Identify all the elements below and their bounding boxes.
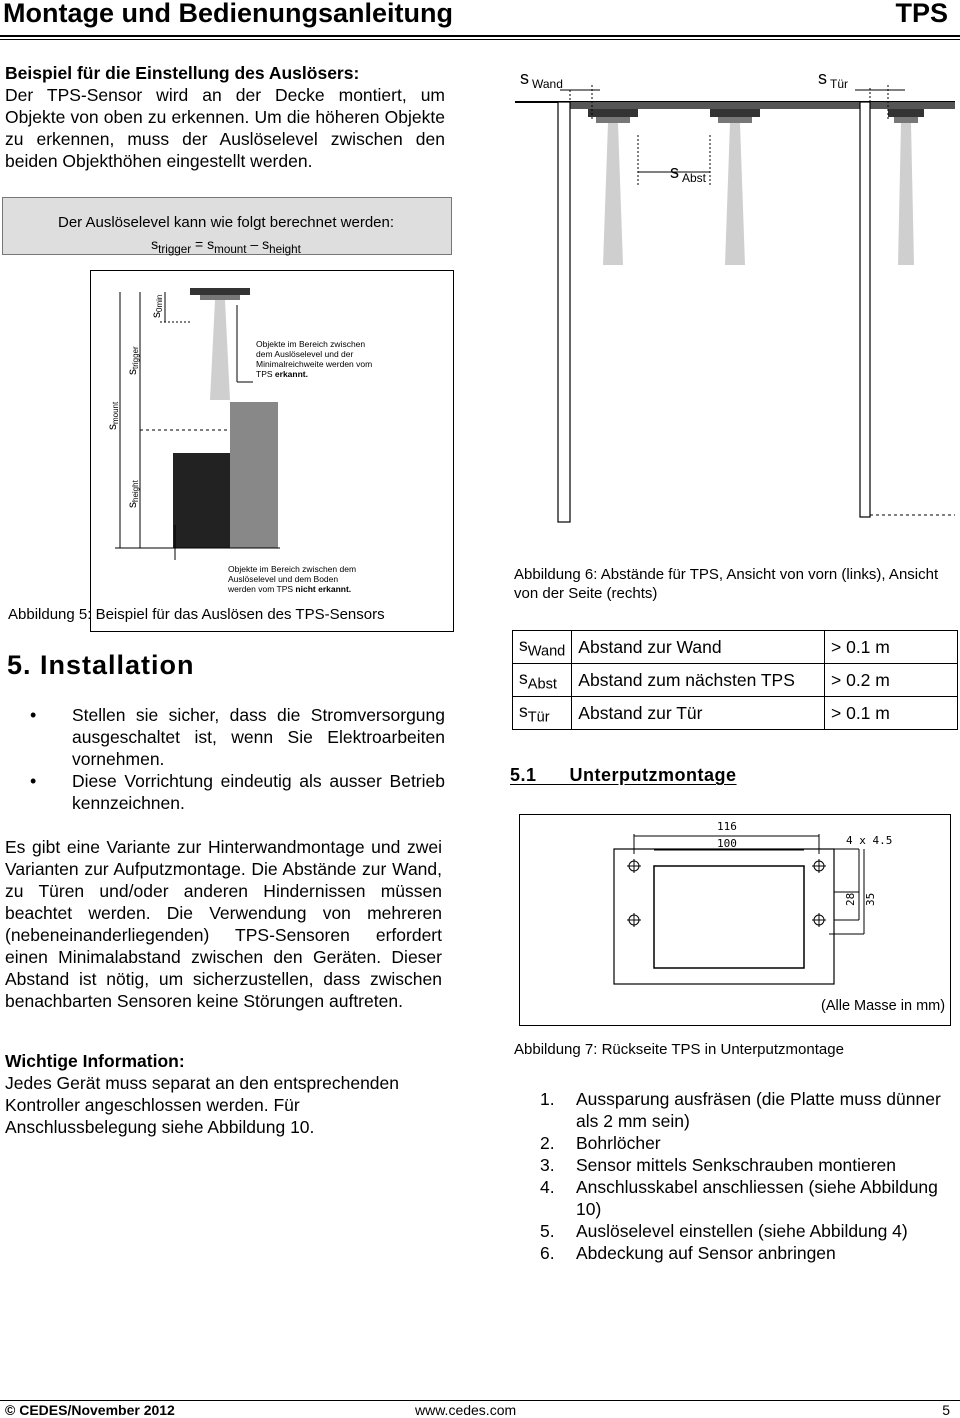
installation-paragraph: Es gibt eine Variante zur Hinterwandmontage und zwei Varianten zur Aufputzmontage. Die Abstände zur Wand, zu Türen und/oder anderen Hindernissen müssen beachtet werden. Die Verwendung von mehreren (nebeneinanderliegenden) TPS-Sensoren erfordert einen Minimalabstand zwischen den Geräten. Dieser Abstand ist nötig, um sicherzustellen, dass zwischen benachbarten Sensoren keine Störungen auftreten.: [5, 837, 442, 1011]
fig5-not-recognized-note: Objekte im Bereich zwischen dem Auslöselevel und dem Boden werden vom TPS nicht erkannt.: [228, 564, 357, 594]
fig5-caption: Abbildung 5: Beispiel für das Auslösen des TPS-Sensors: [8, 606, 385, 623]
list-item: 2. Bohrlöcher: [540, 1133, 661, 1153]
intro-heading: Beispiel für die Einstellung des Auslösers:: [5, 63, 360, 83]
wall: [558, 102, 570, 522]
installation-bullets: [30, 704, 445, 814]
intro-block: [5, 62, 445, 172]
dim-outer: 116: [717, 820, 737, 833]
label-s-wand: s $_{Wand}$: [520, 68, 563, 91]
value-cell: > 0.2 m: [825, 664, 958, 697]
door-frame: [860, 102, 870, 517]
label-s-trigger: strigger: [125, 346, 140, 375]
page-title: Montage und Bedienungsanleitung: [3, 0, 453, 28]
table-row: [513, 664, 958, 697]
label-s-tuer: s $_{Tür}$: [818, 68, 848, 91]
value-cell: > 0.1 m: [825, 631, 958, 664]
header-rule: [0, 35, 960, 37]
list-item: 4. Anschlusskabel anschliessen (siehe Abbildung 10): [540, 1177, 938, 1219]
sensor-1: [588, 109, 638, 117]
info-heading: Wichtige Information:: [5, 1051, 185, 1071]
dim-h-outer: 35: [864, 892, 877, 906]
label-s-height: sheight: [125, 480, 140, 508]
calc-text: Der Auslöselevel kann wie folgt berechnet werden:: [57, 214, 395, 231]
product-name: TPS: [895, 0, 948, 28]
sensor-3: [888, 109, 924, 117]
distances-table: [512, 630, 958, 730]
unterputz-heading: 5.1 Unterputzmontage: [510, 765, 737, 785]
table-row: [513, 697, 958, 730]
info-text: Jedes Gerät muss separat an den entsprechenden Kontroller angeschlossen werden. Für Anschlussbelegung siehe Abbildung 10.: [5, 1073, 399, 1137]
label-cell: Abstand zum nächsten TPS: [572, 664, 825, 697]
plate-inner: [654, 866, 804, 968]
ceiling-slab: [560, 102, 955, 109]
object-tall: [230, 402, 278, 548]
fig7-caption: Abbildung 7: Rückseite TPS in Unterputzmontage: [514, 1041, 844, 1058]
symbol-cell: $s_{Wand}$: [513, 631, 572, 664]
symbol-cell: $s_{Tür}$: [513, 697, 572, 730]
fig5-beam: [210, 300, 230, 400]
fig6-diagram: [510, 60, 960, 530]
label-cell: Abstand zur Tür: [572, 697, 825, 730]
beam-3: [898, 123, 914, 265]
fig7-note: (Alle Masse in mm): [821, 998, 946, 1014]
installation-heading: 5. Installation: [7, 650, 195, 680]
intro-text: Der TPS-Sensor wird an der Decke montiert, um Objekte von oben zu erkennen. Um die höheren Objekte zu erkennen, muss der Auslöselevel zwischen den beiden Objekthöhen eingestellt werden.: [5, 85, 445, 171]
header-rule-thin: [0, 39, 960, 40]
beam-1: [603, 123, 623, 265]
fig7-diagram: [519, 814, 951, 1026]
calc-formula: $s_{trigger} = s_{mount} - s_{height}$: [151, 236, 301, 256]
sensor-2: [710, 109, 760, 117]
label-cell: Abstand zur Wand: [572, 631, 825, 664]
footer-rule: [0, 1400, 960, 1401]
object-short: [173, 453, 230, 548]
label-s-0min: s0min: [149, 294, 164, 318]
fig5-sensor: [190, 288, 250, 295]
list-item: 5. Auslöselevel einstellen (siehe Abbildung 4): [540, 1221, 908, 1241]
symbol-cell: $s_{Abst}$: [513, 664, 572, 697]
label-s-abst: s $_{Abst}$: [670, 162, 707, 185]
value-cell: > 0.1 m: [825, 697, 958, 730]
bullet-item: • Stellen sie sicher, dass die Stromversorgung ausgeschaltet ist, wenn Sie Elektroarbeiten vornehmen.: [30, 704, 445, 770]
dim-holes: 4 x 4.5: [846, 834, 893, 847]
beam-2: [725, 123, 745, 265]
table-row: [513, 631, 958, 664]
label-s-mount: smount: [105, 401, 120, 430]
bullet-item: • Diese Vorrichtung eindeutig als ausser Betrieb kennzeichnen.: [30, 770, 445, 814]
list-item: 3. Sensor mittels Senkschrauben montieren: [540, 1155, 897, 1175]
fig6-caption: Abbildung 6: Abstände für TPS, Ansicht von vorn (links), Ansicht von der Seite (rechts): [514, 566, 939, 602]
dim-inner: 100: [717, 837, 737, 850]
dim-h-inner: 28: [844, 892, 857, 906]
fig5-recognized-note: Objekte im Bereich zwischen dem Auslöselevel und der Minimalreichweite werden vom TPS erkannt.: [256, 339, 373, 379]
footer-url[interactable]: www.cedes.com: [415, 1402, 517, 1418]
list-item: 1. Aussparung ausfräsen (die Platte muss dünner als 2 mm sein): [540, 1089, 941, 1131]
list-item: 6. Abdeckung auf Sensor anbringen: [540, 1243, 836, 1263]
info-block: [5, 1050, 442, 1138]
page-number: 5: [942, 1402, 950, 1418]
footer-copyright: © CEDES/November 2012: [5, 1402, 175, 1418]
mounting-steps: [540, 1088, 956, 1264]
